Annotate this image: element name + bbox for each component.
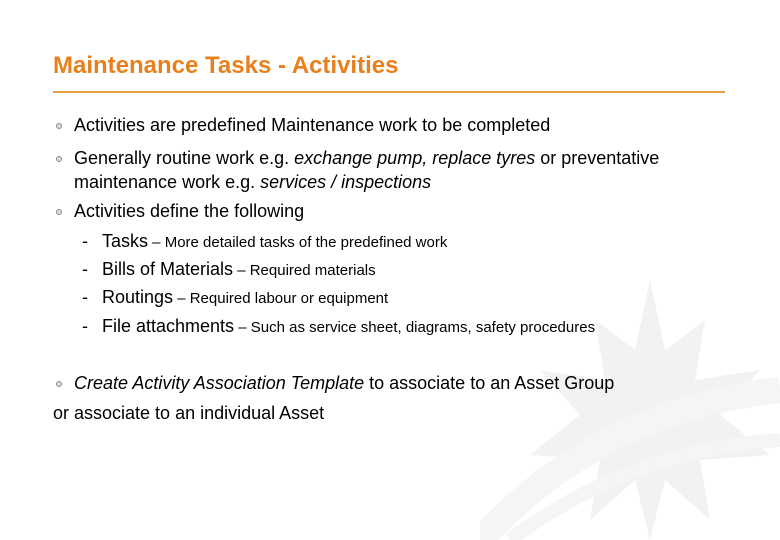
sub-item-desc: – Required labour or equipment bbox=[173, 290, 389, 307]
title-divider bbox=[53, 91, 725, 93]
bullet-dot-icon bbox=[56, 156, 62, 162]
bullet-text-segment: to associate to an Asset Group bbox=[364, 373, 615, 393]
bullet-activities-predefined bbox=[53, 113, 733, 137]
bullet-text bbox=[53, 371, 733, 395]
sub-item-desc: – More detailed tasks of the predefined work bbox=[148, 234, 448, 251]
bullet-text: Activities define the following bbox=[74, 201, 305, 221]
bullet-italic-segment: exchange pump, replace tyres bbox=[294, 148, 536, 168]
bullet-text-segment: or preventative maintenance work e.g. bbox=[74, 148, 660, 192]
bullet-continuation: or associate to an individual Asset bbox=[53, 403, 325, 423]
sub-item-file-attachments bbox=[82, 315, 595, 339]
bullet-text: Activities are predefined Maintenance work to be completed bbox=[74, 115, 551, 135]
sub-item-bills-of-materials bbox=[82, 258, 376, 282]
bullet-italic-segment: Create Activity Association Template bbox=[74, 373, 365, 393]
bullet-text-segment: Generally routine work e.g. bbox=[74, 148, 295, 168]
dash-marker: - bbox=[82, 231, 88, 251]
bullet-dot-icon bbox=[56, 209, 62, 215]
dash-marker: - bbox=[82, 287, 88, 307]
bullet-routine-work bbox=[53, 146, 733, 194]
sub-item-routings bbox=[82, 286, 388, 310]
sub-item-name: Tasks bbox=[102, 231, 149, 251]
dash-marker: - bbox=[82, 316, 88, 336]
sub-item-desc: – Required materials bbox=[233, 262, 376, 279]
bullet-text bbox=[53, 146, 733, 194]
bullet-create-template bbox=[53, 371, 733, 395]
bullet-dot-icon bbox=[56, 123, 62, 129]
sub-item-name: File attachments bbox=[102, 316, 235, 336]
slide-title: Maintenance Tasks - Activities bbox=[53, 52, 399, 79]
dash-marker: - bbox=[82, 259, 88, 279]
bullet-activities-define bbox=[53, 199, 733, 223]
bullet-dot-icon bbox=[56, 381, 62, 387]
sub-item-name: Bills of Materials bbox=[102, 259, 234, 279]
sub-item-desc: – Such as service sheet, diagrams, safety procedures bbox=[234, 319, 596, 336]
sub-item-name: Routings bbox=[102, 287, 174, 307]
bullet-italic-segment: services / inspections bbox=[260, 172, 432, 192]
sub-item-tasks bbox=[82, 230, 447, 254]
